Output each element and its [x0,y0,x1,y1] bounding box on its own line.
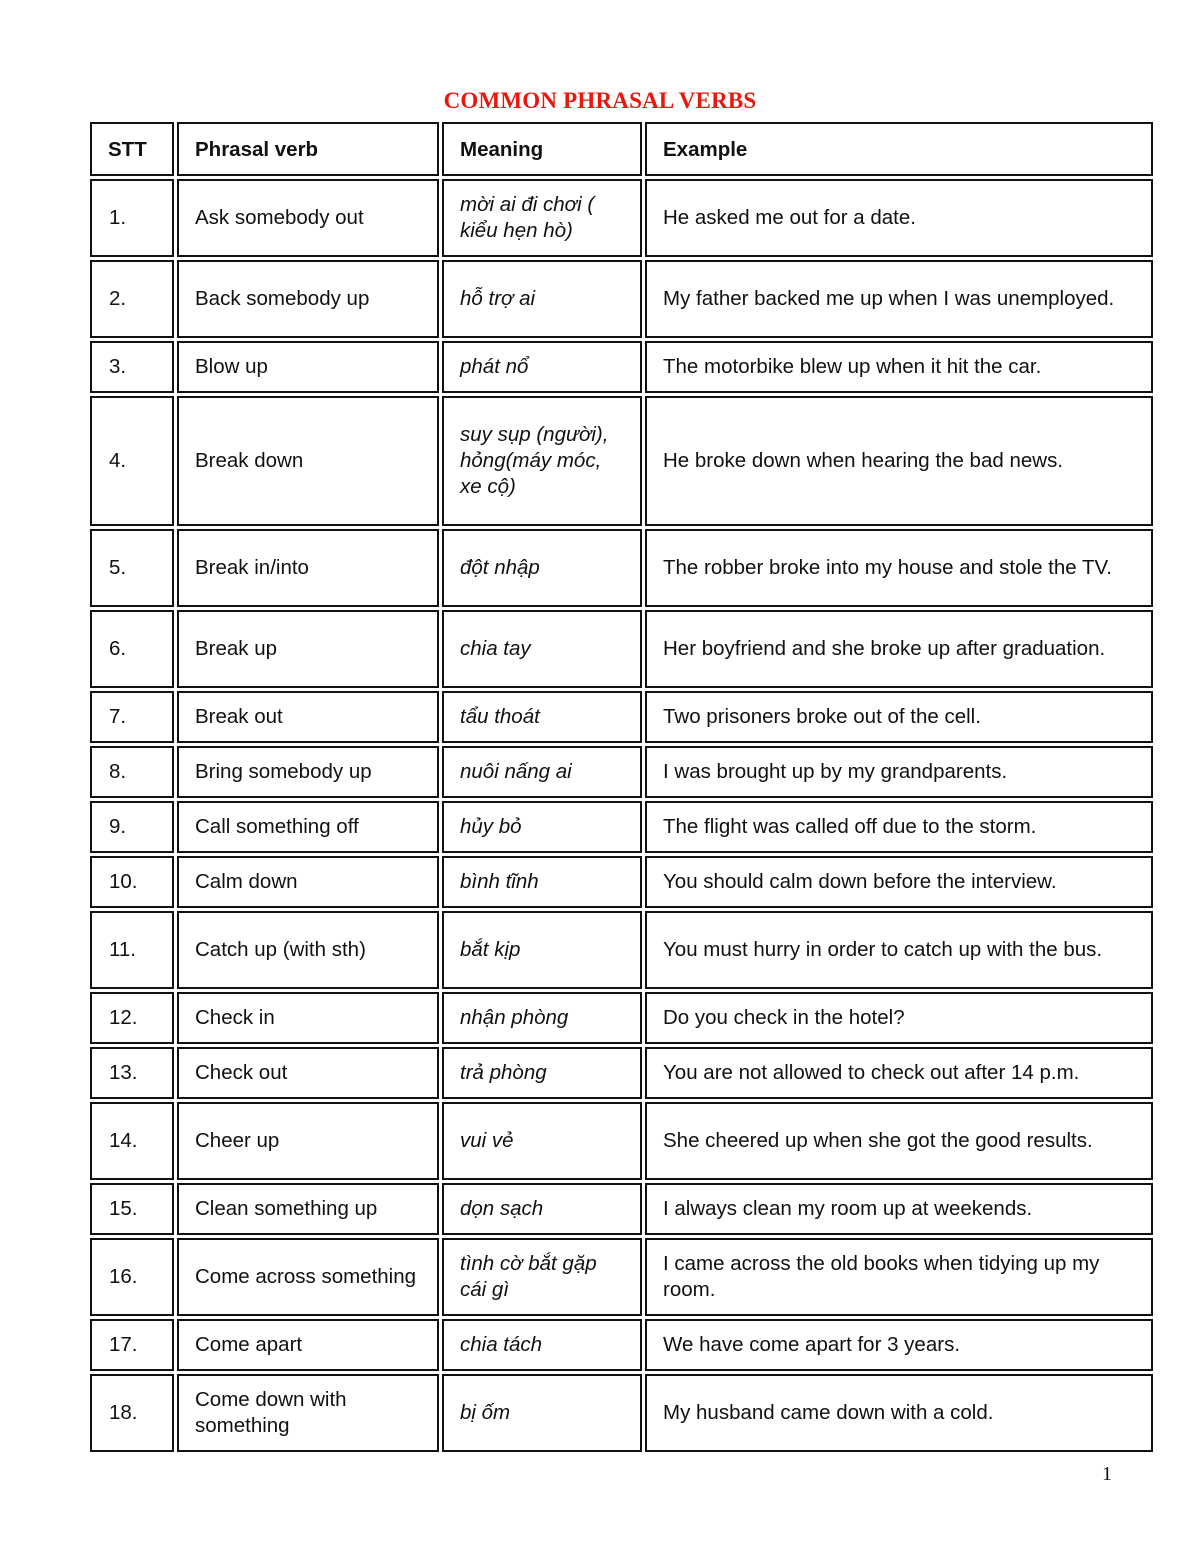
phrasal-verb: Come across something [177,1238,439,1316]
table-row [90,691,1153,743]
row-number: 6. [90,610,174,688]
meaning: bình tĩnh [442,856,642,908]
table-row [90,746,1153,798]
row-number: 17. [90,1319,174,1371]
row-number: 4. [90,396,174,526]
phrasal-verb: Catch up (with sth) [177,911,439,989]
table-row [90,1183,1153,1235]
example: My father backed me up when I was unemployed. [645,260,1153,338]
meaning: đột nhập [442,529,642,607]
example: You must hurry in order to catch up with the bus. [645,911,1153,989]
phrasal-verb: Come down with something [177,1374,439,1452]
table-row [90,529,1153,607]
table-row [90,610,1153,688]
table-row [90,260,1153,338]
phrasal-verb: Check in [177,992,439,1044]
row-number: 7. [90,691,174,743]
phrasal-verb: Break down [177,396,439,526]
phrasal-verb: Check out [177,1047,439,1099]
example: You are not allowed to check out after 14 p.m. [645,1047,1153,1099]
row-number: 10. [90,856,174,908]
phrasal-verb: Bring somebody up [177,746,439,798]
example: The motorbike blew up when it hit the car. [645,341,1153,393]
phrasal-verb: Break up [177,610,439,688]
row-number: 2. [90,260,174,338]
meaning: chia tách [442,1319,642,1371]
example: He broke down when hearing the bad news. [645,396,1153,526]
row-number: 8. [90,746,174,798]
meaning: phát nổ [442,341,642,393]
phrasal-verb: Back somebody up [177,260,439,338]
table-row [90,1047,1153,1099]
example: Her boyfriend and she broke up after graduation. [645,610,1153,688]
example: Two prisoners broke out of the cell. [645,691,1153,743]
header-phrasal-verb: Phrasal verb [177,122,439,176]
meaning: trả phòng [442,1047,642,1099]
table-row [90,1102,1153,1180]
meaning: hủy bỏ [442,801,642,853]
meaning: bị ốm [442,1374,642,1452]
row-number: 5. [90,529,174,607]
example: Do you check in the hotel? [645,992,1153,1044]
meaning: dọn sạch [442,1183,642,1235]
table-header-row [90,122,1153,176]
row-number: 16. [90,1238,174,1316]
phrasal-verb: Calm down [177,856,439,908]
example: I always clean my room up at weekends. [645,1183,1153,1235]
example: She cheered up when she got the good results. [645,1102,1153,1180]
row-number: 14. [90,1102,174,1180]
table-row [90,911,1153,989]
table-row [90,1238,1153,1316]
meaning: bắt kịp [442,911,642,989]
header-example: Example [645,122,1153,176]
phrasal-verb: Clean something up [177,1183,439,1235]
table-row [90,341,1153,393]
example: You should calm down before the interview. [645,856,1153,908]
meaning: suy sụp (người), hỏng(máy móc, xe cộ) [442,396,642,526]
page-number: 1 [1102,1463,1112,1485]
header-stt: STT [90,122,174,176]
table-row [90,801,1153,853]
example: I was brought up by my grandparents. [645,746,1153,798]
example: We have come apart for 3 years. [645,1319,1153,1371]
meaning: mời ai đi chơi ( kiểu hẹn hò) [442,179,642,257]
table-row [90,856,1153,908]
table-row [90,396,1153,526]
phrasal-verb: Ask somebody out [177,179,439,257]
table-row [90,1374,1153,1452]
example: The flight was called off due to the storm. [645,801,1153,853]
row-number: 12. [90,992,174,1044]
meaning: vui vẻ [442,1102,642,1180]
document-title: COMMON PHRASAL VERBS [443,88,757,113]
meaning: chia tay [442,610,642,688]
phrasal-verb: Call something off [177,801,439,853]
table-row [90,179,1153,257]
phrasal-verb: Break in/into [177,529,439,607]
row-number: 11. [90,911,174,989]
phrasal-verbs-table [87,119,1156,1455]
meaning: tình cờ bắt gặp cái gì [442,1238,642,1316]
row-number: 3. [90,341,174,393]
header-meaning: Meaning [442,122,642,176]
example: My husband came down with a cold. [645,1374,1153,1452]
row-number: 9. [90,801,174,853]
phrasal-verb: Cheer up [177,1102,439,1180]
meaning: hỗ trợ ai [442,260,642,338]
phrasal-verb: Blow up [177,341,439,393]
row-number: 18. [90,1374,174,1452]
phrasal-verb: Break out [177,691,439,743]
meaning: nuôi nấng ai [442,746,642,798]
table-row [90,1319,1153,1371]
example: The robber broke into my house and stole the TV. [645,529,1153,607]
meaning: nhận phòng [442,992,642,1044]
row-number: 1. [90,179,174,257]
row-number: 13. [90,1047,174,1099]
table-row [90,992,1153,1044]
example: I came across the old books when tidying up my room. [645,1238,1153,1316]
phrasal-verb: Come apart [177,1319,439,1371]
example: He asked me out for a date. [645,179,1153,257]
row-number: 15. [90,1183,174,1235]
meaning: tẩu thoát [442,691,642,743]
